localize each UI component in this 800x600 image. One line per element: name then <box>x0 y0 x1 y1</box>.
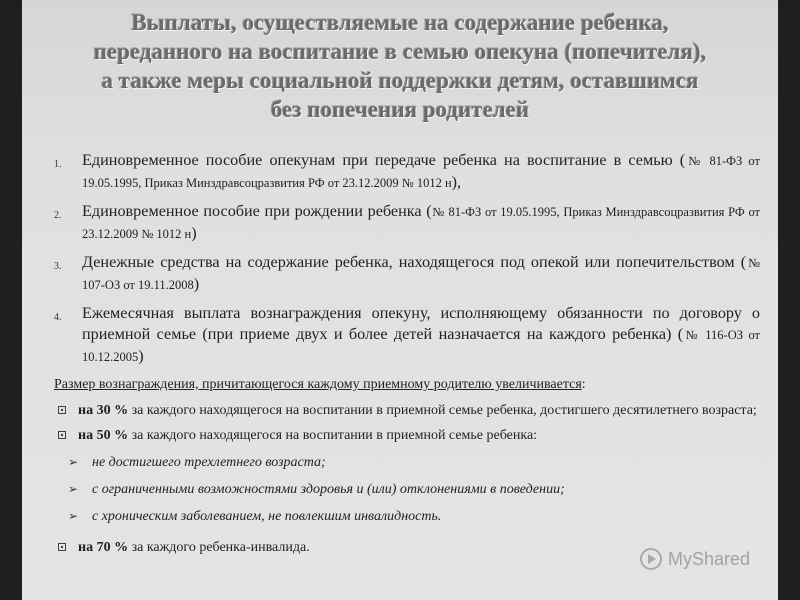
item-reference: № 116-ОЗ от 10.12.2005 <box>82 328 760 364</box>
bonus-percent: на 70 % <box>78 540 129 555</box>
slide <box>22 0 778 600</box>
title-line: а также меры социальной поддержки детям, оставшимся <box>101 68 699 93</box>
list-item <box>52 150 760 194</box>
list-item <box>52 303 760 368</box>
sub-item <box>52 480 760 499</box>
item-tail: ) <box>138 347 144 365</box>
item-text: Единовременное пособие при рождении ребенка ( <box>82 202 432 220</box>
item-number: 2. <box>54 210 62 221</box>
bonus-text: за каждого находящегося на воспитании в приемной семье ребенка, достигшего десятилетнего возраста; <box>128 403 757 418</box>
sub-item-text: с ограниченными возможностями здоровья и (или) отклонениями в поведении; <box>92 482 565 497</box>
title-line: без попечения родителей <box>270 97 530 122</box>
sub-item-text: с хроническим заболеванием, не повлекшим инвалидность. <box>92 509 442 524</box>
item-tail: ) <box>191 224 197 242</box>
sub-item-text: не достигшего трехлетнего возраста; <box>92 455 326 470</box>
bonus-note <box>54 375 760 395</box>
item-text: Ежемесячная выплата вознаграждения опекуну, исполняющему обязанности по договору о приемной семье (при приеме двух и более детей назначается на каждого ребенка) ( <box>82 304 760 343</box>
watermark-text: MyShared <box>668 548 751 569</box>
title-line: Выплаты, осуществляемые на содержание ребенка, <box>131 10 669 35</box>
bonus-text: за каждого находящегося на воспитании в приемной семье ребенка: <box>128 428 538 443</box>
list-item <box>52 201 760 245</box>
item-reference: № 81-ФЗ от 19.05.1995, Приказ Минздравсоцразвития РФ от 23.12.2009 № 1012 н <box>82 154 760 190</box>
watermark <box>640 548 750 570</box>
bonus-item-30 <box>52 401 760 420</box>
bonus-item-50 <box>52 426 760 445</box>
sub-item <box>52 453 760 472</box>
myshared-logo-icon <box>640 548 662 570</box>
item-number: 4. <box>54 312 62 323</box>
slide-title <box>22 8 778 124</box>
bonus-percent: на 50 % <box>78 428 129 443</box>
arrow-bullet-icon: ➢ <box>68 482 79 496</box>
square-bullet-icon <box>58 543 66 551</box>
item-number: 3. <box>54 261 62 272</box>
item-reference: № 81-ФЗ от 19.05.1995, Приказ Минздравсоцразвития РФ от 23.12.2009 № 1012 н <box>82 205 761 241</box>
bonus-note-text: Размер вознаграждения, причитающегося каждому приемному родителю увеличивается <box>54 377 582 392</box>
arrow-bullet-icon: ➢ <box>68 455 79 469</box>
title-line: переданного на воспитание в семью опекуна (попечителя), <box>93 39 707 64</box>
item-text: Единовременное пособие опекунам при передаче ребенка на воспитание в семью ( <box>82 151 686 169</box>
item-tail: ) <box>193 275 200 293</box>
slide-content <box>52 150 760 557</box>
bonus-percent: на 30 % <box>78 403 129 418</box>
bonus-text: за каждого ребенка-инвалида. <box>128 540 310 555</box>
item-tail: ), <box>451 173 462 191</box>
square-bullet-icon <box>58 431 66 439</box>
arrow-bullet-icon: ➢ <box>68 509 79 523</box>
item-number: 1. <box>54 159 62 170</box>
item-reference: № 107-ОЗ от 19.11.2008 <box>82 256 760 292</box>
square-bullet-icon <box>58 406 66 414</box>
list-item <box>52 252 760 296</box>
item-text: Денежные средства на содержание ребенка, находящегося под опекой или попечительством ( <box>82 253 747 271</box>
sub-item <box>52 507 760 526</box>
bonus-note-tail: : <box>581 377 586 392</box>
